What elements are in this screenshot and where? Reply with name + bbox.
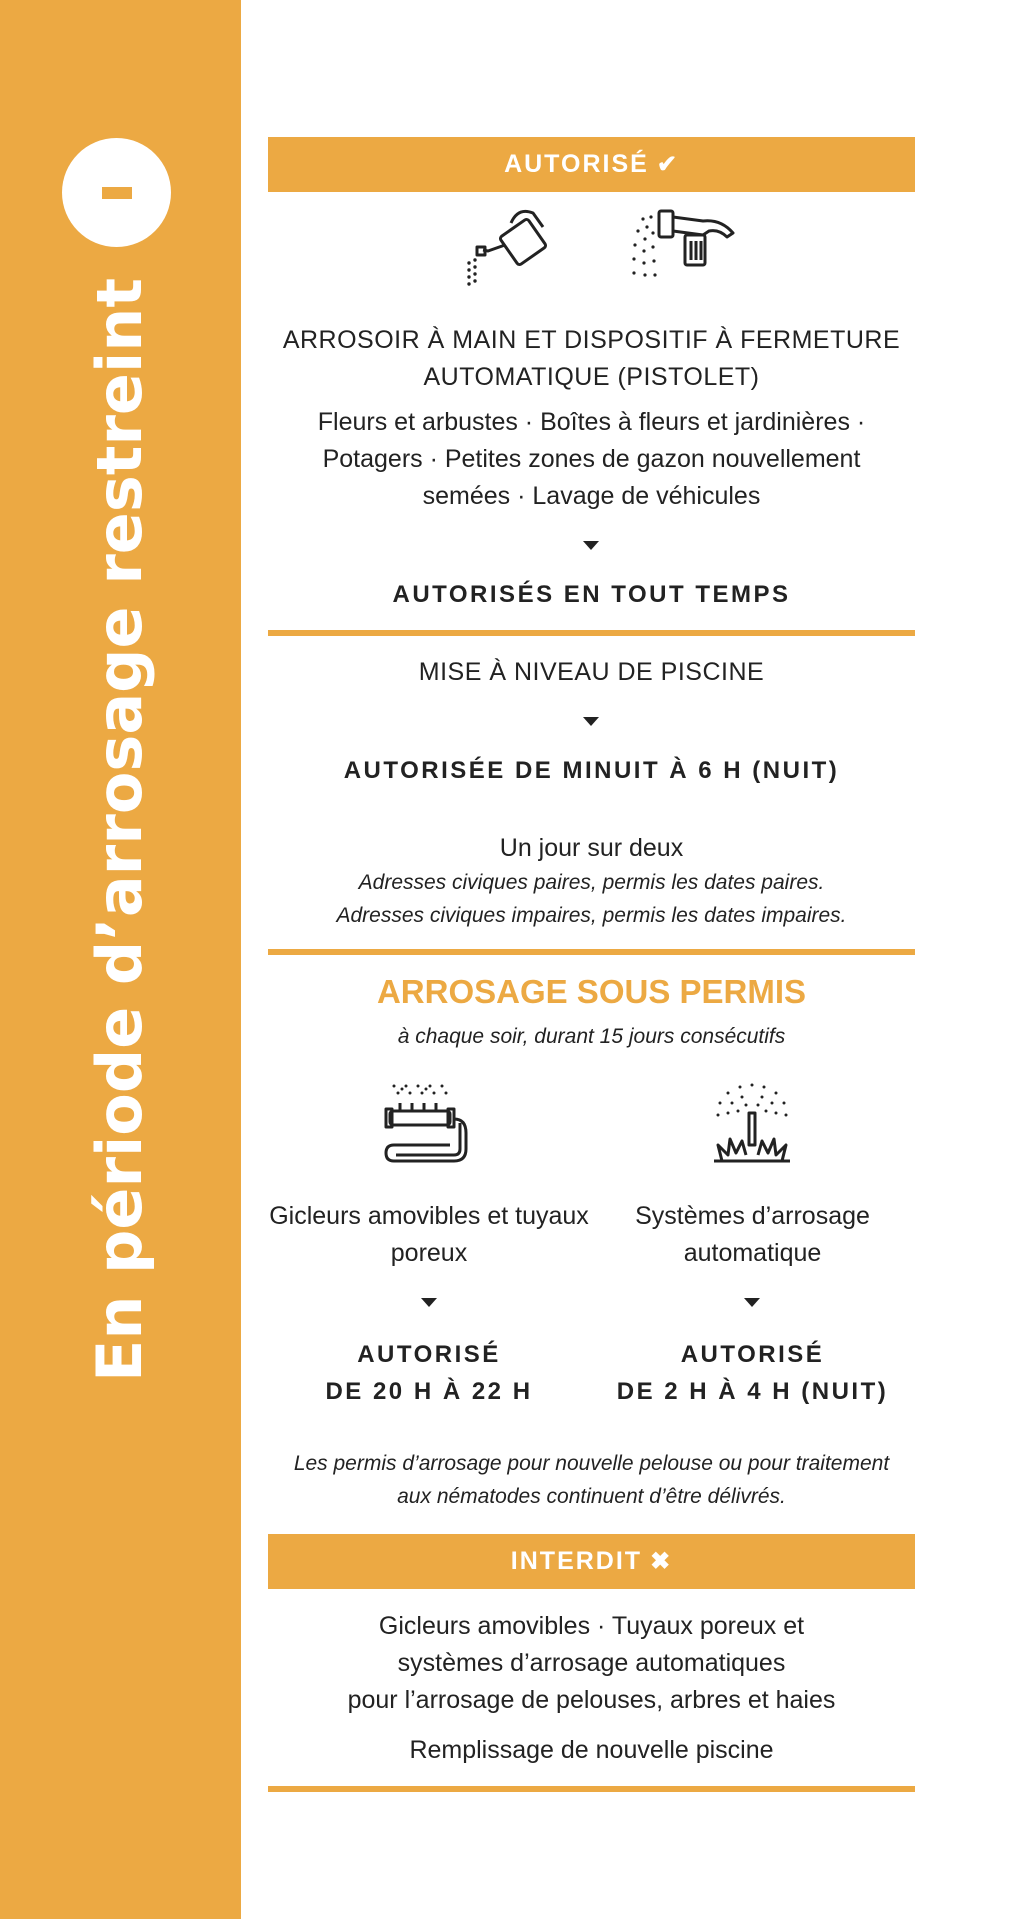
allowed-items: Fleurs et arbustes · Boîtes à fleurs et jardinières · Potagers · Petites zones de gazon nouvellement semées · Lavage de véhicules [317,408,866,510]
vertical-title: En période d’arrosage restreint [83,277,156,1383]
arrow-down-icon [583,541,599,550]
spray-nozzle-icon [623,205,743,295]
allowed-rule: AUTORISÉS EN TOUT TEMPS [392,581,791,608]
sprinkler-hose-icon [384,1083,468,1165]
divider [268,1786,915,1792]
sprinkler-hose-rule [268,1336,590,1410]
permit-title: ARROSAGE SOUS PERMIS [376,973,807,1010]
forbidden-banner [268,1534,915,1589]
forbidden-line: systèmes d’arrosage automatiques [397,1649,786,1677]
rule-line: DE 20 H À 22 H [325,1378,533,1405]
forbidden-banner-label: INTERDIT [510,1547,643,1575]
forbidden-line: pour l’arrosage de pelouses, arbres et haies [347,1686,836,1714]
rule-line: AUTORISÉ [357,1341,501,1368]
minus-badge-icon [62,138,171,247]
sprinkler-hose-label: Gicleurs amovibles et tuyaux poreux [269,1202,589,1267]
forbidden-pool: Remplissage de nouvelle piscine [409,1736,774,1764]
rule-line: DE 2 H À 4 H (NUIT) [616,1378,889,1405]
forbidden-line: Gicleurs amovibles · Tuyaux poreux et [378,1612,805,1640]
pool-heading: MISE À NIVEAU DE PISCINE [418,658,765,686]
sidebar [0,0,241,1919]
arrow-down-icon [583,717,599,726]
divider [268,949,915,955]
divider [268,630,915,636]
arrow-down-icon [421,1298,437,1307]
allowed-banner-label: AUTORISÉ [504,150,649,178]
allowed-banner [268,137,915,192]
rule-line: AUTORISÉ [680,1341,825,1368]
arrow-down-icon [744,1298,760,1307]
handheld-heading: ARROSOIR À MAIN ET DISPOSITIF À FERMETURE AUTOMATIQUE (PISTOLET) [282,326,901,391]
automatic-system-label: Systèmes d’arrosage automatique [635,1202,870,1267]
automatic-sprinkler-icon [710,1083,794,1165]
permit-note: Les permis d’arrosage pour nouvelle pelouse ou pour traitement aux nématodes continuent d’être délivrés. [293,1452,890,1508]
automatic-system-rule [590,1336,915,1410]
pool-even: Adresses civiques paires, permis les dates paires. [358,871,825,894]
pool-odd: Adresses civiques impaires, permis les dates impaires. [336,904,847,927]
check-icon: ✔ [656,151,679,178]
forbidden-items [268,1608,915,1719]
watering-can-icon [463,205,563,290]
cross-icon: ✖ [650,1548,673,1575]
pool-rule: AUTORISÉE DE MINUIT À 6 H (NUIT) [343,757,840,784]
permit-subtitle: à chaque soir, durant 15 jours consécutifs [397,1025,786,1048]
pool-frequency: Un jour sur deux [499,834,684,862]
